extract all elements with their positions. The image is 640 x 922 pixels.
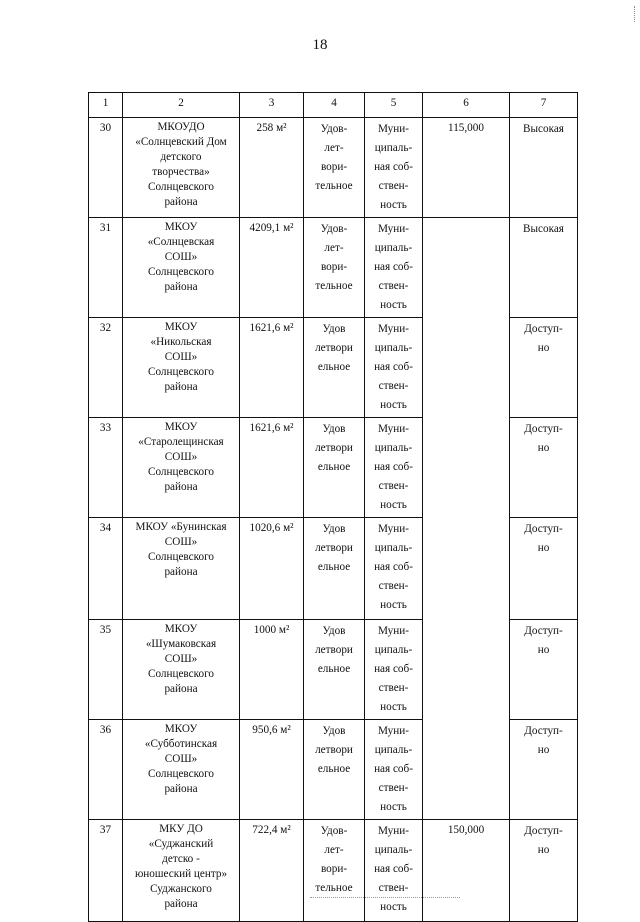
institution-name-line: Солнцевского [148,266,214,278]
ownership-line: ная соб- [374,461,413,473]
availability [510,418,578,518]
availability-line: но [537,644,550,656]
institution-name-line: МКОУ [164,321,198,333]
ownership-line: ципаль- [374,142,413,154]
condition-line: Удов [322,423,346,435]
condition-line: летвори [315,644,353,656]
condition-line: Удов [322,725,346,737]
row-number: 32 [89,318,123,418]
ownership-line: ная соб- [374,561,413,573]
availability-line: Доступ- [524,523,563,535]
table-row [89,218,578,318]
institution-name-line: «Шумаковская [145,638,217,650]
table-row [89,318,578,418]
page-number: 18 [312,37,328,53]
ownership-line: ципаль- [374,542,413,554]
institution-name-line: «Никольская [150,336,212,348]
condition-line: ельное [317,361,351,373]
availability [510,720,578,820]
ownership-line: ствен- [378,380,409,392]
institution-name-line: «Старолещинская [138,436,224,448]
ownership-line: Муни- [378,223,409,235]
condition-line: Удов- [320,223,348,235]
column-header: 4 [304,93,365,118]
area-value: 4209,1 м² [240,218,304,318]
ownership [365,418,423,518]
ownership-line: ная соб- [374,863,413,875]
availability-line: Доступ- [524,323,563,335]
ownership-line: ная соб- [374,663,413,675]
ownership-line: ная соб- [374,161,413,173]
institution-name-line: МКОУ «Бунинская [135,521,227,533]
row-number: 34 [89,518,123,620]
scan-artifact [310,897,460,900]
header-row [89,93,578,118]
institution-name-line: юношеский центр» [134,868,228,880]
cost-value [423,218,510,318]
ownership [365,218,423,318]
condition-line: лет- [324,242,344,254]
institution-name-line: детско - [162,853,200,865]
institution-name-line: СОШ» [164,536,198,548]
availability-line: но [537,744,550,756]
institution-name-line: Солнцевского [148,551,214,563]
ownership-line: Муни- [378,625,409,637]
condition [304,620,365,720]
condition-line: тельное [315,882,353,894]
institution-name-line: МКОУ [164,623,198,635]
institution-name-line: «Солнцевский Дом [135,136,227,148]
area-value: 258 м² [240,118,304,218]
availability-line: но [537,442,550,454]
availability-line: Доступ- [524,725,563,737]
availability-line: Доступ- [524,825,563,837]
institution-name-line: района [164,196,198,208]
ownership-line: ность [380,701,407,713]
condition [304,118,365,218]
institution-name-line: «Суджанский [148,838,214,850]
condition [304,518,365,620]
institution-name-line: района [164,381,198,393]
institution-name-line: СОШ» [164,753,198,765]
cost-value [423,720,510,820]
ownership-line: Муни- [378,523,409,535]
ownership-line: Муни- [378,123,409,135]
column-header: 2 [123,93,240,118]
condition-line: Удов [322,625,346,637]
row-number: 35 [89,620,123,720]
condition-line: летвори [315,542,353,554]
institution-name-line: СОШ» [164,653,198,665]
ownership-line: ствен- [378,180,409,192]
table-body [89,93,578,922]
ownership-line: Муни- [378,725,409,737]
condition-line: Удов- [320,123,348,135]
institution-name-line: Солнцевского [148,768,214,780]
condition-line: тельное [315,280,353,292]
condition [304,318,365,418]
table-row [89,518,578,620]
institution-name [123,518,240,620]
table-row [89,720,578,820]
institution-name-line: «Субботинская [144,738,218,750]
condition [304,720,365,820]
condition-line: Удов [322,323,346,335]
row-number: 30 [89,118,123,218]
ownership-line: ципаль- [374,442,413,454]
availability-line: Высокая [523,123,564,135]
row-number: 31 [89,218,123,318]
ownership [365,620,423,720]
institution-name-line: района [164,481,198,493]
condition-line: Удов [322,523,346,535]
availability-line: Высокая [523,223,564,235]
condition [304,820,365,922]
table-row [89,620,578,720]
institution-name-line: МКУ ДО [159,823,203,835]
condition-line: Удов- [320,825,348,837]
institution-name-line: МКОУ [164,221,198,233]
table-row [89,418,578,518]
availability [510,518,578,620]
ownership-line: ность [380,901,407,913]
ownership-line: ность [380,801,407,813]
condition-line: ельное [317,663,351,675]
condition-line: вори- [320,261,348,273]
condition-line: ельное [317,461,351,473]
ownership-line: ципаль- [374,644,413,656]
condition-line: летвори [315,744,353,756]
institution-name-line: МКОУДО [157,121,205,133]
institution-name-line: Солнцевского [148,668,214,680]
condition-line: вори- [320,161,348,173]
condition-line: вори- [320,863,348,875]
availability [510,820,578,922]
ownership-line: Муни- [378,423,409,435]
column-header: 3 [240,93,304,118]
ownership-line: ствен- [378,280,409,292]
row-number: 37 [89,820,123,922]
column-header: 1 [89,93,123,118]
condition-line: ельное [317,763,351,775]
institution-name-line: МКОУ [164,723,198,735]
institution-name-line: Суджанского [150,883,212,895]
property-table [88,92,578,922]
availability-line: Доступ- [524,423,563,435]
ownership-line: ципаль- [374,744,413,756]
condition-line: лет- [324,142,344,154]
institution-name-line: СОШ» [164,251,198,263]
cost-value [423,620,510,720]
ownership-line: ность [380,499,407,511]
condition-line: ельное [317,561,351,573]
availability-line: но [537,542,550,554]
condition [304,218,365,318]
ownership-line: ципаль- [374,844,413,856]
area-value: 1000 м² [240,620,304,720]
ownership [365,720,423,820]
ownership-line: Муни- [378,323,409,335]
institution-name-line: района [164,683,198,695]
availability [510,218,578,318]
institution-name [123,620,240,720]
availability-line: но [537,844,550,856]
ownership-line: ствен- [378,580,409,592]
condition-line: лет- [324,844,344,856]
area-value: 1020,6 м² [240,518,304,620]
scan-mark [634,6,636,22]
ownership-line: ность [380,199,407,211]
ownership-line: ципаль- [374,242,413,254]
area-value: 950,6 м² [240,720,304,820]
area-value: 1621,6 м² [240,418,304,518]
condition-line: летвори [315,442,353,454]
institution-name-line: Солнцевского [148,181,214,193]
institution-name-line: района [164,566,198,578]
table-row [89,820,578,922]
ownership-line: ствен- [378,882,409,894]
cost-value [423,318,510,418]
institution-name [123,418,240,518]
table-row [89,118,578,218]
institution-name [123,118,240,218]
availability-line: но [537,342,550,354]
institution-name [123,218,240,318]
ownership-line: Муни- [378,825,409,837]
institution-name-line: детского [160,151,202,163]
cost-value: 150,000 [423,820,510,922]
condition-line: летвори [315,342,353,354]
condition-line: тельное [315,180,353,192]
ownership [365,118,423,218]
institution-name [123,318,240,418]
column-header: 6 [423,93,510,118]
ownership-line: ствен- [378,782,409,794]
cost-value [423,518,510,620]
area-value: 722,4 м² [240,820,304,922]
ownership [365,318,423,418]
institution-name-line: СОШ» [164,451,198,463]
institution-name [123,720,240,820]
cost-value: 115,000 [423,118,510,218]
ownership [365,820,423,922]
ownership-line: ствен- [378,682,409,694]
institution-name-line: района [164,281,198,293]
column-header: 5 [365,93,423,118]
institution-name-line: МКОУ [164,421,198,433]
ownership-line: ность [380,599,407,611]
availability [510,620,578,720]
condition [304,418,365,518]
institution-name [123,820,240,922]
availability [510,118,578,218]
column-header: 7 [510,93,578,118]
ownership-line: ная соб- [374,361,413,373]
institution-name-line: «Солнцевская [147,236,215,248]
institution-name-line: Солнцевского [148,466,214,478]
availability-line: Доступ- [524,625,563,637]
row-number: 36 [89,720,123,820]
cost-value [423,418,510,518]
area-value: 1621,6 м² [240,318,304,418]
ownership-line: ная соб- [374,261,413,273]
institution-name-line: района [164,898,198,910]
institution-name-line: творчества» [152,166,210,178]
ownership-line: ствен- [378,480,409,492]
institution-name-line: Солнцевского [148,366,214,378]
ownership-line: ность [380,399,407,411]
institution-name-line: района [164,783,198,795]
availability [510,318,578,418]
ownership-line: ципаль- [374,342,413,354]
ownership-line: ная соб- [374,763,413,775]
ownership [365,518,423,620]
ownership-line: ность [380,299,407,311]
row-number: 33 [89,418,123,518]
institution-name-line: СОШ» [164,351,198,363]
